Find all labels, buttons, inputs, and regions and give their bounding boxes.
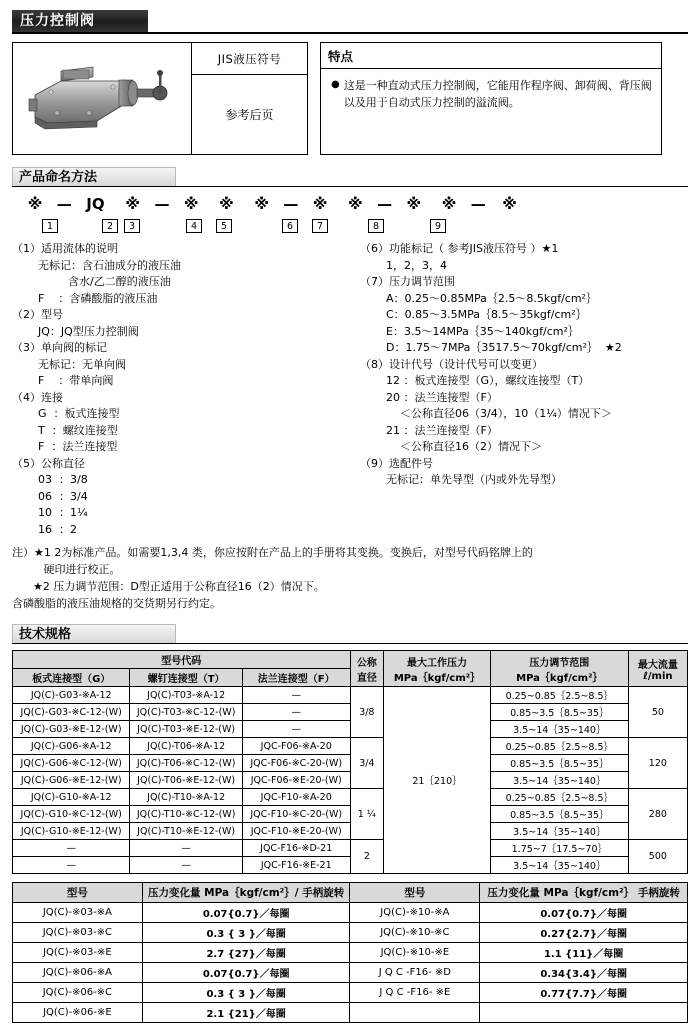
bt-model-right: JQ(C)-※10-※E [350,943,480,963]
cell-range: 3.5~14｛35~140｝ [490,772,628,789]
cell-diameter: 3/4 [350,738,384,789]
cell-model-f: JQC-F06-※C-20-(W) [242,755,350,772]
legend-line: （7）压力调节范围 [360,275,455,288]
naming-section-title: 产品命名方法 [12,167,176,186]
features-box [320,42,662,155]
spec-header-range-l1: 压力调节范围 [529,657,590,669]
cell-model-t: — [130,857,243,874]
bt-value-left: 2.1 {21}／每圈 [142,1003,350,1023]
cell-range: 0.85~3.5｛8.5~35｝ [490,704,628,721]
naming-number-9: 9 [430,219,446,233]
legend-line: G ：板式连接型 [38,407,120,420]
cell-range: 3.5~14｛35~140｝ [490,823,628,840]
bt-value-left: 0.3 { 3 }／每圈 [142,923,350,943]
note-line: 注）★1 2为标准产品。如需要1,3,4 类，你应按附在产品上的手册将其变换。变换后，对型号代码铭牌上的 [12,546,533,559]
naming-legend-left [12,241,350,538]
bt-model-right: JQ(C)-※10-※C [350,923,480,943]
bt-model-left: JQ(C)-※03-※A [13,903,143,923]
table-row [13,806,688,823]
cell-flow: 120 [628,738,687,789]
legend-line: 12 ：板式连接型（G），螺纹连接型（T） [386,374,590,387]
bt-value-right: 0.34{3.4}／每圈 [480,963,688,983]
bt-model-right [350,1003,480,1023]
cell-range: 0.25~0.85｛2.5~8.5｝ [490,738,628,755]
legend-line: 无标记：含石油成分的液压油 [38,258,181,272]
table-header-row [13,883,688,903]
page-title: 压力控制阀 [12,10,148,32]
cell-model-t: — [130,840,243,857]
table-row [13,721,688,738]
table-row [13,1003,688,1023]
table-row [13,772,688,789]
legend-line: JQ：JQ型压力控制阀 [38,324,139,338]
cell-model-f: JQC-F06-※A-20 [242,738,350,755]
bt-value-right: 1.1 {11}／每圈 [480,943,688,963]
legend-line: 21 ：法兰连接型（F） [386,423,498,437]
cell-model-g: — [13,857,130,874]
cell-model-f: JQC-F10-※C-20-(W) [242,806,350,823]
cell-model-t: JQ(C)-T03-※A-12 [130,687,243,704]
bt-model-left: JQ(C)-※03-※C [13,923,143,943]
cell-model-g: JQ(C)-G03-※A-12 [13,687,130,704]
table-row [13,823,688,840]
table-row [13,687,688,704]
spec-header-pressure-l1: 最大工作压力 [407,657,468,669]
bullet-icon: ● [331,79,340,90]
bt-model-right: J Q C -F16- ※E [350,983,480,1003]
spec-subheader-t: 螺钉连接型（T） [130,669,243,687]
cell-model-t: JQ(C)-T10-※A-12 [130,789,243,806]
legend-line: ＜公称直径16（2）情况下＞ [400,440,542,453]
spec-subheader-g: 板式连接型（G） [13,669,130,687]
naming-legend [12,241,688,538]
cell-model-g: JQ(C)-G06-※C-12-(W) [13,755,130,772]
legend-line: 含水/乙二醇的液压油 [68,275,171,288]
table-row [13,704,688,721]
spec-header-range-l2: MPa｛kgf/cm²｝ [516,672,603,684]
legend-line: F ：法兰连接型 [38,440,118,453]
jis-symbol-body: 参考后页 [225,108,274,122]
bt-value-left: 0.07{0.7}／每圈 [142,963,350,983]
naming-number-4: 4 [186,219,202,233]
cell-range: 1.75~7｛17.5~70｝ [490,840,628,857]
naming-number-row [20,219,480,235]
cell-range: 0.25~0.85｛2.5~8.5｝ [490,687,628,704]
product-photo [12,42,192,155]
naming-number-8: 8 [368,219,384,233]
naming-number-1: 1 [42,219,58,233]
legend-line: （1）适用流体的说明 [12,242,118,255]
note-line: 硬印进行校正。 [12,563,121,577]
legend-line: 20 ：法兰连接型（F） [386,390,498,404]
legend-line: F ：带单向阀 [38,374,114,387]
bt-header-value-right: 压力变化量 MPa｛kgf/cm²｝ 手柄旋转 [480,883,688,903]
table-row [13,923,688,943]
legend-line: （3）单向阀的标记 [12,341,107,354]
cell-diameter: 3/8 [350,687,384,738]
legend-line: （5）公称直径 [12,456,85,470]
legend-line: 1，2，3，4 [386,258,447,272]
legend-line: 06 ：3/4 [38,489,88,503]
naming-legend-right [350,241,688,538]
bt-value-left: 0.07{0.7}／每圈 [142,903,350,923]
cell-model-f: JQC-F16-※D-21 [242,840,350,857]
legend-line: 无标记：单先导型（内或外先导型） [386,473,562,486]
spec-subheader-f: 法兰连接型（F） [242,669,350,687]
table-row [13,755,688,772]
cell-model-t: JQ(C)-T10-※E-12-(W) [130,823,243,840]
cell-model-f: — [242,704,350,721]
bt-value-left: 0.3 { 3 }／每圈 [142,983,350,1003]
bt-value-right: 0.77{7.7}／每圈 [480,983,688,1003]
cell-model-f: JQC-F10-※A-20 [242,789,350,806]
bt-model-left: JQ(C)-※06-※C [13,983,143,1003]
bt-header-value-left: 压力变化量 MPa｛kgf/cm²｝/ 手柄旋转 [142,883,350,903]
cell-model-g: — [13,840,130,857]
legend-line: A：0.25～0.85MPa｛2.5～8.5kgf/cm²｝ [386,291,597,305]
legend-line: （8）设计代号（设计代号可以变更） [360,357,543,371]
note-line: 含磷酸脂的液压油规格的交货期另行约定。 [12,597,221,611]
table-row [13,983,688,1003]
naming-number-2: 2 [102,219,118,233]
cell-model-t: JQ(C)-T06-※C-12-(W) [130,755,243,772]
features-body [321,69,661,111]
specs-section-title: 技术规格 [12,624,176,643]
legend-line: ＜公称直径06（3/4），10（1¼）情况下＞ [400,407,612,420]
valve-illustration [27,65,177,137]
naming-code-area [12,195,688,237]
bt-header-model-right: 型号 [350,883,480,903]
cell-model-f: JQC-F06-※E-20-(W) [242,772,350,789]
cell-diameter: 1 ¼ [350,789,384,840]
cell-model-t: JQ(C)-T06-※E-12-(W) [130,772,243,789]
cell-model-t: JQ(C)-T06-※A-12 [130,738,243,755]
main-title-bar [12,10,688,34]
naming-code-line: ※ — JQ ※ — ※ ※ ※ — ※ ※ — ※ ※ — ※ [27,195,517,213]
table-row [13,840,688,857]
bt-value-left: 2.7 {27}／每圈 [142,943,350,963]
bt-model-left: JQ(C)-※03-※E [13,943,143,963]
legend-line: （4）连接 [12,390,63,404]
jis-symbol-title: JIS液压符号 [217,52,282,66]
table-row [13,857,688,874]
legend-line: D：1.75～7MPa｛3517.5～70kgf/cm²｝ ★2 [386,341,622,354]
spec-header-diameter [350,651,384,687]
bt-value-right [480,1003,688,1023]
legend-line: （9）选配件号 [360,456,433,470]
cell-range: 3.5~14｛35~140｝ [490,857,628,874]
bt-value-right: 0.07{0.7}／每圈 [480,903,688,923]
cell-flow: 50 [628,687,687,738]
cell-range: 3.5~14｛35~140｝ [490,721,628,738]
bt-model-right: J Q C -F16- ※D [350,963,480,983]
bt-value-right: 0.27{2.7}／每圈 [480,923,688,943]
table-row [13,789,688,806]
spec-header-pressure-l2: MPa｛kgf/cm²｝ [393,672,481,684]
cell-model-g: JQ(C)-G10-※C-12-(W) [13,806,130,823]
table-row [13,903,688,923]
bt-model-left: JQ(C)-※06-※E [13,1003,143,1023]
naming-number-3: 3 [124,219,140,233]
jis-symbol-box [192,42,308,155]
table-header-row [13,651,688,669]
naming-number-7: 7 [312,219,328,233]
spec-header-flow [628,651,687,687]
cell-range: 0.85~3.5｛8.5~35｝ [490,755,628,772]
cell-flow: 280 [628,789,687,840]
table-row [13,738,688,755]
cell-flow: 500 [628,840,687,874]
cell-model-g: JQ(C)-G06-※E-12-(W) [13,772,130,789]
page-root [0,10,700,1024]
bt-model-left: JQ(C)-※06-※A [13,963,143,983]
spec-header-pressure [384,651,491,687]
legend-line: 03 ：3/8 [38,473,88,486]
spec-header-flow-l1: 最大流量 [637,659,678,671]
cell-range: 0.25~0.85｛2.5~8.5｝ [490,789,628,806]
legend-line: 无标记：无单向阀 [38,357,126,371]
spec-header-range [490,651,628,687]
top-info-row [12,42,688,155]
cell-diameter: 2 [350,840,384,874]
notes-block [12,544,688,612]
naming-number-5: 5 [216,219,232,233]
pressure-change-table [12,882,688,1023]
legend-line: T ：螺纹连接型 [38,423,118,437]
cell-model-g: JQ(C)-G06-※A-12 [13,738,130,755]
cell-model-f: — [242,687,350,704]
cell-model-t: JQ(C)-T10-※C-12-(W) [130,806,243,823]
table-row [13,963,688,983]
cell-model-f: JQC-F16-※E-21 [242,857,350,874]
specs-section-rule [12,643,688,644]
cell-model-g: JQ(C)-G03-※C-12-(W) [13,704,130,721]
cell-model-g: JQ(C)-G10-※A-12 [13,789,130,806]
cell-model-t: JQ(C)-T03-※C-12-(W) [130,704,243,721]
cell-max-pressure: 21｛210｝ [384,687,491,874]
bt-header-model-left: 型号 [13,883,143,903]
table-row [13,943,688,963]
bt-model-right: JQ(C)-※10-※A [350,903,480,923]
legend-line: E：3.5～14MPa｛35～140kgf/cm²｝ [386,324,579,338]
spec-header-flow-l2: ℓ/min [643,670,673,682]
cell-model-f: JQC-F10-※E-20-(W) [242,823,350,840]
specifications-table [12,650,688,874]
naming-section-rule [12,186,688,187]
legend-line: C：0.85～3.5MPa｛8.5～35kgf/cm²｝ [386,308,587,321]
legend-line: 10 ：1¼ [38,506,88,519]
cell-model-g: JQ(C)-G10-※E-12-(W) [13,823,130,840]
cell-model-t: JQ(C)-T03-※E-12-(W) [130,721,243,738]
note-line: ★2 压力调节范围：D型正适用于公称直径16（2）情况下。 [12,580,325,594]
naming-number-6: 6 [282,219,298,233]
spec-header-diameter-l1: 公称直径 [356,657,377,684]
features-text: 这是一种直动式压力控制阀，它能用作程序阀、卸荷阀、背压阀以及用于自动式压力控制的溢流阀。 [343,79,652,110]
spec-header-code: 型号代码 [13,651,351,669]
cell-range: 0.85~3.5｛8.5~35｝ [490,806,628,823]
legend-line: （2）型号 [12,308,63,321]
cell-model-g: JQ(C)-G03-※E-12-(W) [13,721,130,738]
legend-line: F ：含磷酸脂的液压油 [38,291,158,305]
legend-line: 16 ：2 [38,522,77,536]
legend-line: （6）功能标记（ 参考JIS液压符号 ）★1 [360,242,559,255]
cell-model-f: — [242,721,350,738]
features-title: 特点 [328,49,354,64]
